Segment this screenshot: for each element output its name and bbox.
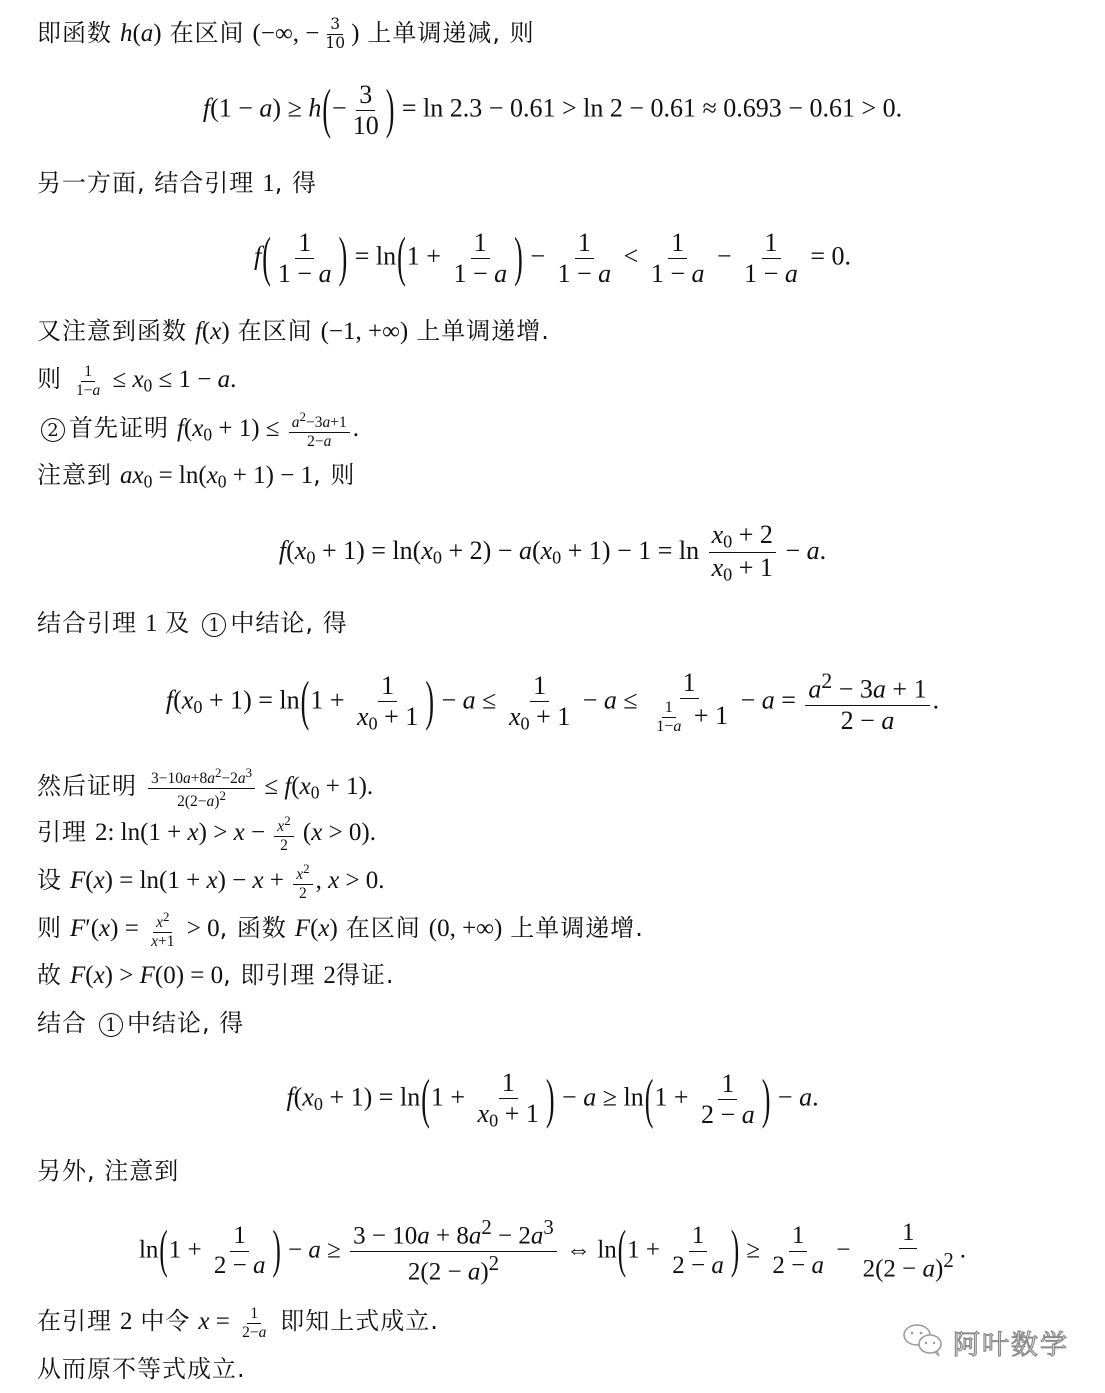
- cjk-text: 上单调递增.: [416, 317, 550, 345]
- cjk-text: , 函数: [219, 914, 287, 943]
- cjk-text: 中结论, 得: [126, 1009, 245, 1037]
- display-equation-4: $f(x_0 + 1) = \ln(1$ + $\frac{1}{x_0 + 1}$ ) − a ≤ $\frac{1}{x_0 + 1}$ − a ≤ 1 $\frac{1}{1-a}$ + 1 − a = $\frac{a^2 - 3a + 1}{2 - a}$ .: [165, 668, 940, 736]
- text-line-7: 结合引理 1 及 1 中结论, 得: [37, 609, 348, 637]
- math-h-a: h: [119, 20, 133, 47]
- wechat-icon: [901, 1322, 945, 1362]
- cjk-text: , 得: [274, 169, 317, 197]
- text-line-14: [37, 1154, 179, 1188]
- circled-number-1: 1: [99, 1013, 123, 1037]
- cjk-text: 则: [37, 365, 62, 393]
- cjk-text: 注意到: [37, 461, 112, 489]
- text-line-5: 2 首先证明 $f(x_0 + 1)$ ≤ $\frac{a^2-3a+1}{2-a}$ .: [37, 410, 359, 452]
- cjk-text: 结合引理: [37, 609, 137, 637]
- cjk-text: 首先证明: [69, 414, 169, 443]
- cjk-text: 中令: [140, 1307, 191, 1335]
- cjk-text: 引理: [37, 818, 87, 847]
- cjk-text: 结合: [37, 1009, 87, 1037]
- text-line-4: 则 $\frac{1}{1-a}$ ≤ $x_0 \le 1 - a$.: [37, 362, 237, 399]
- cjk-text: 然后证明: [37, 772, 137, 801]
- cjk-text: 又注意到函数: [37, 317, 187, 345]
- text-line-1: 即函数 h(a) 在区间 (−∞, − $\frac{3}{10}$ ) 上单调递减, 则: [37, 15, 535, 52]
- text-line-11: 则 F′(x) = $\frac{x^2}{x+1}$ > 0, 函数 F(x) 在区间 (0, +∞) 上单调递增.: [37, 909, 644, 950]
- cjk-text: 设: [37, 866, 62, 895]
- text-line-13: [37, 1006, 244, 1040]
- cjk-text: 在引理: [37, 1307, 112, 1335]
- text-line-10: 设 F(x) = ln(1 + x) − x + $\frac{x^2}{2}$ , x > 0.: [37, 861, 385, 902]
- circled-number-1: 1: [202, 613, 226, 637]
- text-line-6: 注意到 $ax_0 = \ln(x_0 + 1) - 1$, 则: [37, 461, 356, 492]
- text-line-12: 故 F(x) > F(0) = 0, 即引理 2得证.: [37, 961, 395, 989]
- cjk-text: 则: [37, 914, 62, 943]
- cjk-text: 即知上式成立.: [280, 1307, 439, 1335]
- cjk-text: 另一方面, 结合引理: [37, 169, 255, 197]
- text-line-3: 又注意到函数 f(x) 在区间 (−1, +∞) 上单调递增.: [37, 317, 550, 345]
- display-equation-6: ln(1 + $\frac{1}{2 - a}$ ) − a ≥ $\frac{3 - 10a + 8a^2 - 2a^3}{2(2 - a)^2}$ ⇔ ln(1 + $\frac{1}{2 - a}$ ) ≥ $\frac{1}{2 - a}$ − $\frac{1}{2(2 - a)^2}$ .: [138, 1215, 967, 1286]
- cjk-text: , 则: [313, 461, 356, 489]
- display-equation-1: f(1 − a) ≥ h(− $\frac{3}{10}$ ) = ln 2.3 − 0.61 > ln 2 − 0.61 ≈ 0.693 − 0.61 > 0.: [202, 78, 903, 140]
- cjk-text: 从而原不等式成立.: [37, 1355, 246, 1383]
- cjk-text: 得证.: [335, 961, 395, 989]
- display-equation-5: $f(x_0 + 1) = \ln(1$ + $\frac{1}{x_0 + 1}$ ) − a ≥ ln(1 + $\frac{1}{2 - a}$ ) − a.: [286, 1068, 819, 1131]
- watermark-text: 阿叶数学: [953, 1329, 1069, 1361]
- cjk-text: 在区间: [237, 317, 313, 345]
- display-equation-2: f( $\frac{1}{1 - a}$ ) = ln(1 + $\frac{1}{1 - a}$ ) − $\frac{1}{1 - a}$ < $\frac{1}{1 - a}$ − $\frac{1}{1 - a}$ = 0.: [253, 226, 852, 288]
- cjk-text: 另外, 注意到: [37, 1157, 180, 1185]
- cjk-text: , 即引理: [223, 961, 316, 989]
- text-line-16: [37, 1352, 246, 1386]
- text-line-15: 在引理 2 中令 x = $\frac{1}{2-a}$ 即知上式成立.: [37, 1304, 439, 1341]
- watermark: [901, 1322, 1069, 1362]
- text-line-8: 然后证明 $\frac{3-10a+8a^2-2a^3}{2(2-a)^2}$ ≤ $f(x_0 + 1)$.: [37, 765, 374, 811]
- cjk-text: 及: [165, 609, 191, 637]
- cjk-text: 在区间: [169, 19, 245, 47]
- circled-number-2: 2: [41, 418, 65, 442]
- text-line-9: 引理 2: ln(1 + x) > x − $\frac{x^2}{2}$ (x > 0).: [37, 813, 377, 854]
- fraction: $\frac{3}{10}$: [325, 15, 346, 52]
- cjk-text: 在区间: [345, 914, 421, 943]
- cjk-text: 上单调递增.: [510, 914, 644, 943]
- cjk-text: 中结论, 得: [230, 609, 348, 637]
- display-equation-3: $f(x_0 + 1) = \ln(x_0 + 2) - a(x_0 + 1) - 1 = \ln$ $\frac{x_0 + 2}{x_0 + 1}$ − a.: [278, 520, 827, 586]
- cjk-text: 即函数: [37, 19, 112, 47]
- text-line-2: 另一方面, 结合引理 1, 得: [37, 169, 317, 197]
- cjk-text: 故: [37, 961, 62, 989]
- cjk-text: 上单调递减, 则: [367, 19, 535, 47]
